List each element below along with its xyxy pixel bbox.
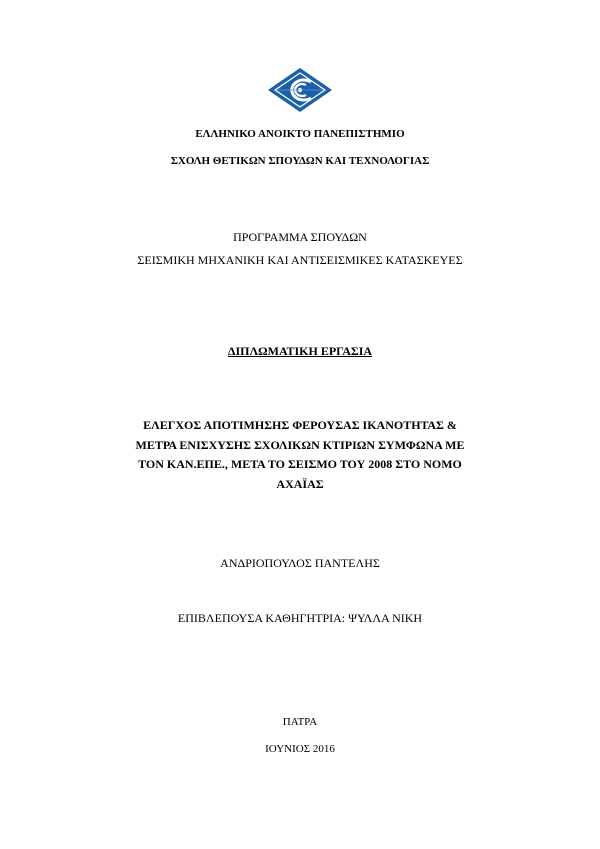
thesis-title bbox=[90, 416, 510, 494]
thesis-type-heading: ΔΙΠΛΩΜΑΤΙΚΗ ΕΡΓΑΣΙΑ bbox=[227, 344, 373, 358]
supervisor-line: ΕΠΙΒΛΕΠΟΥΣΑ ΚΑΘΗΓΗΤΡΙΑ: ΨΥΛΛΑ ΝΙΚΗ bbox=[177, 611, 423, 625]
date: ΙΟΥΝΙΟΣ 2016 bbox=[265, 743, 335, 755]
university-logo-icon bbox=[267, 67, 333, 113]
author-name: ΑΝΔΡΙΟΠΟΥΛΟΣ ΠΑΝΤΕΛΗΣ bbox=[220, 556, 380, 570]
thesis-title-line: ΤΟΝ ΚΑΝ.ΕΠΕ., ΜΕΤΑ ΤΟ ΣΕΙΣΜΟ ΤΟΥ 2008 ΣΤΟ ΝΟΜΟ bbox=[138, 457, 462, 471]
program-label: ΠΡΟΓΡΑΜΜΑ ΣΠΟΥΔΩΝ bbox=[233, 230, 367, 244]
thesis-title-line: ΜΕΤΡΑ ΕΝΙΣΧΥΣΗΣ ΣΧΟΛΙΚΩΝ ΚΤΙΡΙΩΝ ΣΥΜΦΩΝΑ ΜΕ bbox=[135, 437, 465, 452]
thesis-title-line: ΕΛΕΓΧΟΣ ΑΠΟΤΙΜΗΣΗΣ ΦΕΡΟΥΣΑΣ ΙΚΑΝΟΤΗΤΑΣ & bbox=[143, 418, 457, 432]
thesis-title-line: ΑΧΑΪΑΣ bbox=[276, 476, 324, 491]
school-name: ΣΧΟΛΗ ΘΕΤΙΚΩΝ ΣΠΟΥΔΩΝ ΚΑΙ ΤΕΧΝΟΛΟΓΙΑΣ bbox=[170, 155, 430, 167]
city: ΠΑΤΡΑ bbox=[282, 716, 318, 728]
university-name: ΕΛΛΗΝΙΚΟ ΑΝΟΙΚΤΟ ΠΑΝΕΠΙΣΤΗΜΙΟ bbox=[195, 128, 405, 140]
program-name: ΣΕΙΣΜΙΚΗ ΜΗΧΑΝΙΚΗ ΚΑΙ ΑΝΤΙΣΕΙΣΜΙΚΕΣ ΚΑΤΑΣΚΕΥΕΣ bbox=[137, 253, 463, 267]
